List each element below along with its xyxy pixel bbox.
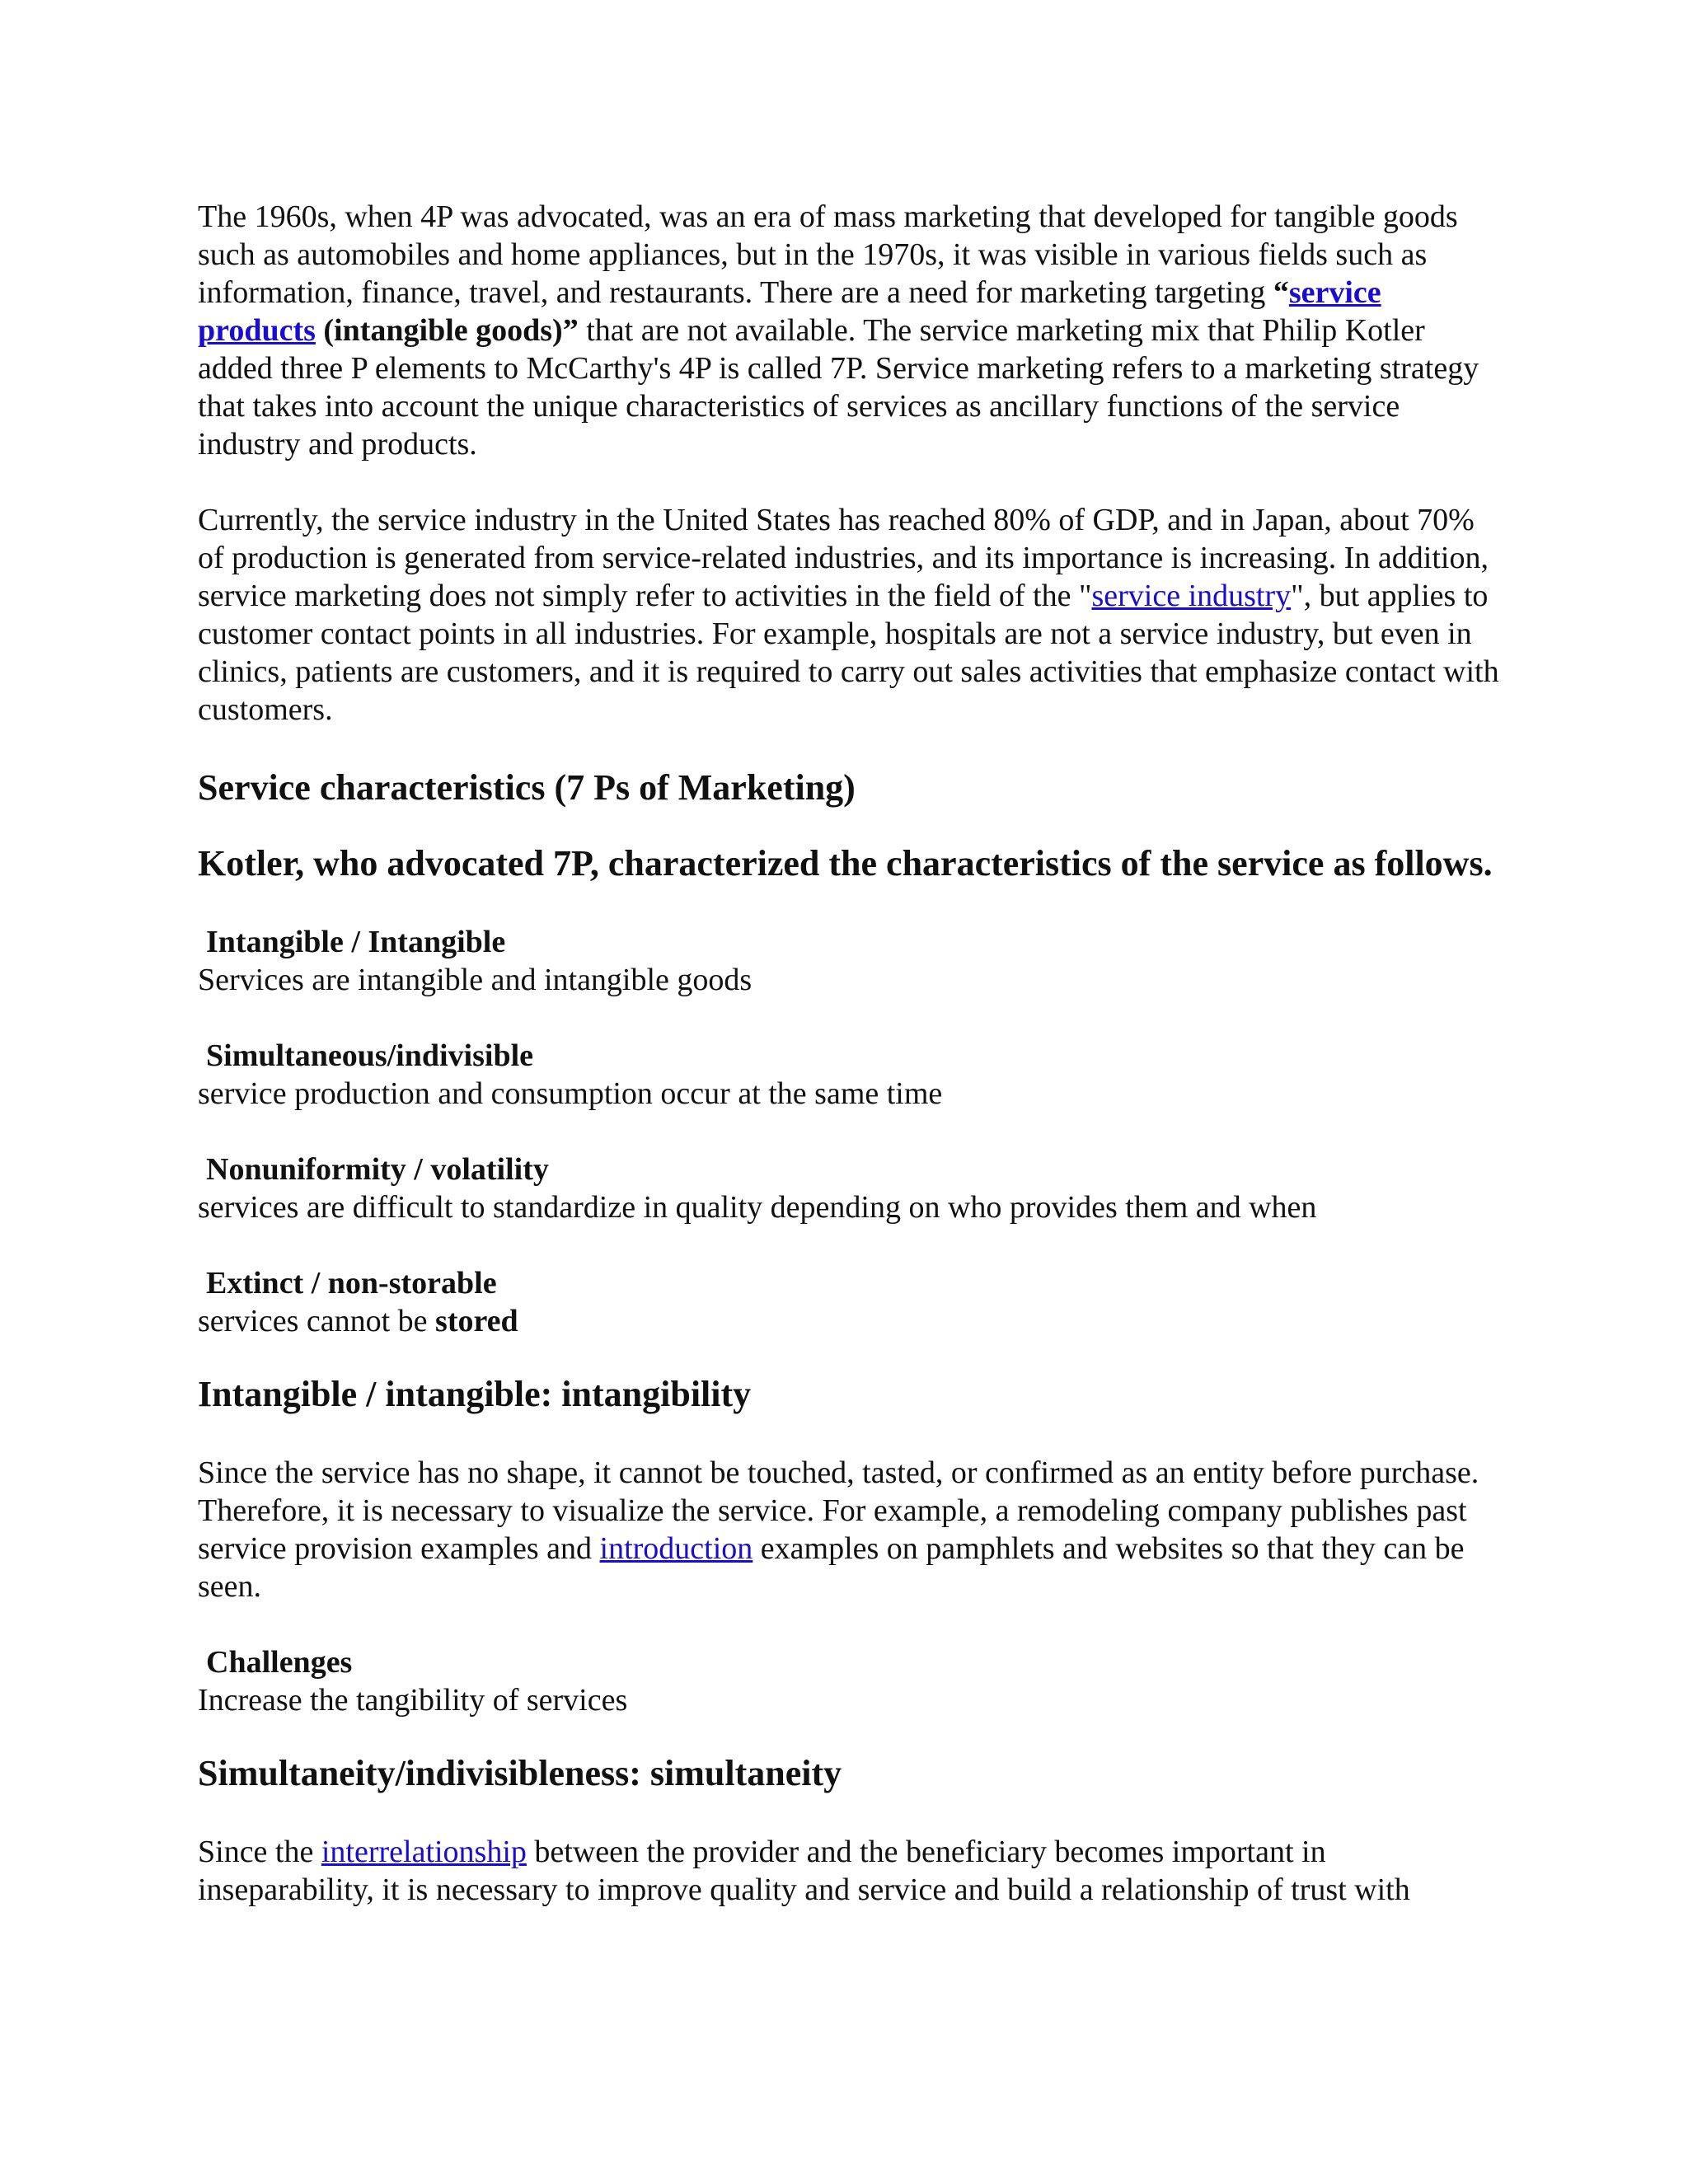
bold-word: stored — [435, 1304, 518, 1338]
challenges-desc: Increase the tangibility of services — [198, 1683, 628, 1718]
open-quote: “ — [1273, 275, 1289, 310]
text: that are not available. The service marketing mix that Philip Kotler added three P elements to McCarthy's 4P is called 7P. Service marketing refers to a marketing strategy that takes into account the unique characteristics of services as ancillary functions of the service industry and products. — [198, 313, 1479, 462]
intangibility-paragraph — [198, 1454, 1500, 1605]
text: services cannot be — [198, 1304, 436, 1338]
text: Since the — [198, 1835, 321, 1869]
text: Since the service has no shape, it cannot be touched, tasted, or confirmed as an entity before purchase. Therefore, it is necessary to visualize the service. For example, a remodeling company publishes past service provision examples and — [198, 1455, 1479, 1566]
service-industry-paragraph — [198, 501, 1500, 729]
characteristic-item — [198, 1264, 1500, 1340]
intro-paragraph — [198, 198, 1500, 463]
challenges-title: Challenges — [206, 1645, 353, 1680]
heading-service-characteristics: Service characteristics (7 Ps of Marketing) — [198, 767, 856, 808]
text: ", but applies to customer contact points in all industries. For example, hospitals are not a service industry, but even in clinics, patients are customers, and it is required to carry out sales activities that emphasize contact with customers. — [198, 579, 1499, 727]
characteristic-item — [198, 923, 1500, 999]
text: The 1960s, when 4P was advocated, was an era of mass marketing that developed for tangible goods such as automobiles and home appliances, but in the 1970s, it was visible in various fields such as information, finance, travel, and restaurants. There are a need for marketing targeting — [198, 199, 1458, 310]
characteristic-title: Simultaneous/indivisible — [206, 1038, 534, 1073]
characteristic-desc: services are difficult to standardize in quality depending on who provides them and when — [198, 1190, 1317, 1225]
text: examples on pamphlets and websites so that they can be seen. — [198, 1531, 1465, 1604]
characteristic-title: Extinct / non-storable — [206, 1266, 497, 1301]
service-products-link[interactable]: service products — [198, 275, 1381, 348]
challenges-item — [198, 1643, 1500, 1719]
heading-simultaneity: Simultaneity/indivisibleness: simultaneity — [198, 1753, 842, 1793]
heading-intangibility: Intangible / intangible: intangibility — [198, 1374, 752, 1414]
characteristic-title: Nonuniformity / volatility — [206, 1152, 549, 1187]
characteristic-desc: service production and consumption occur at the same time — [198, 1076, 943, 1111]
introduction-link[interactable]: introduction — [599, 1531, 753, 1566]
text: Currently, the service industry in the United States has reached 80% of GDP, and in Japan, about 70% of production is generated from service-related industries, and its importance is increasing. In addition, service marketing does not simply refer to activities in the field of the " — [198, 503, 1489, 613]
characteristic-desc: Services are intangible and intangible goods — [198, 963, 753, 997]
characteristic-item — [198, 1151, 1500, 1226]
service-industry-link[interactable]: service industry — [1091, 579, 1292, 613]
characteristic-item — [198, 1037, 1500, 1113]
characteristic-desc — [198, 1302, 1500, 1340]
document-page — [198, 198, 1500, 1947]
text: between the provider and the beneficiary becomes important in inseparability, it is necessary to improve quality and service and build a relationship of trust with — [198, 1835, 1410, 1907]
bold-close-text: (intangible goods)” — [315, 313, 579, 348]
simultaneity-paragraph — [198, 1833, 1500, 1909]
characteristic-title: Intangible / Intangible — [206, 925, 506, 959]
interrelationship-link[interactable]: interrelationship — [321, 1835, 527, 1869]
heading-kotler: Kotler, who advocated 7P, characterized the characteristics of the service as follows. — [198, 843, 1493, 883]
